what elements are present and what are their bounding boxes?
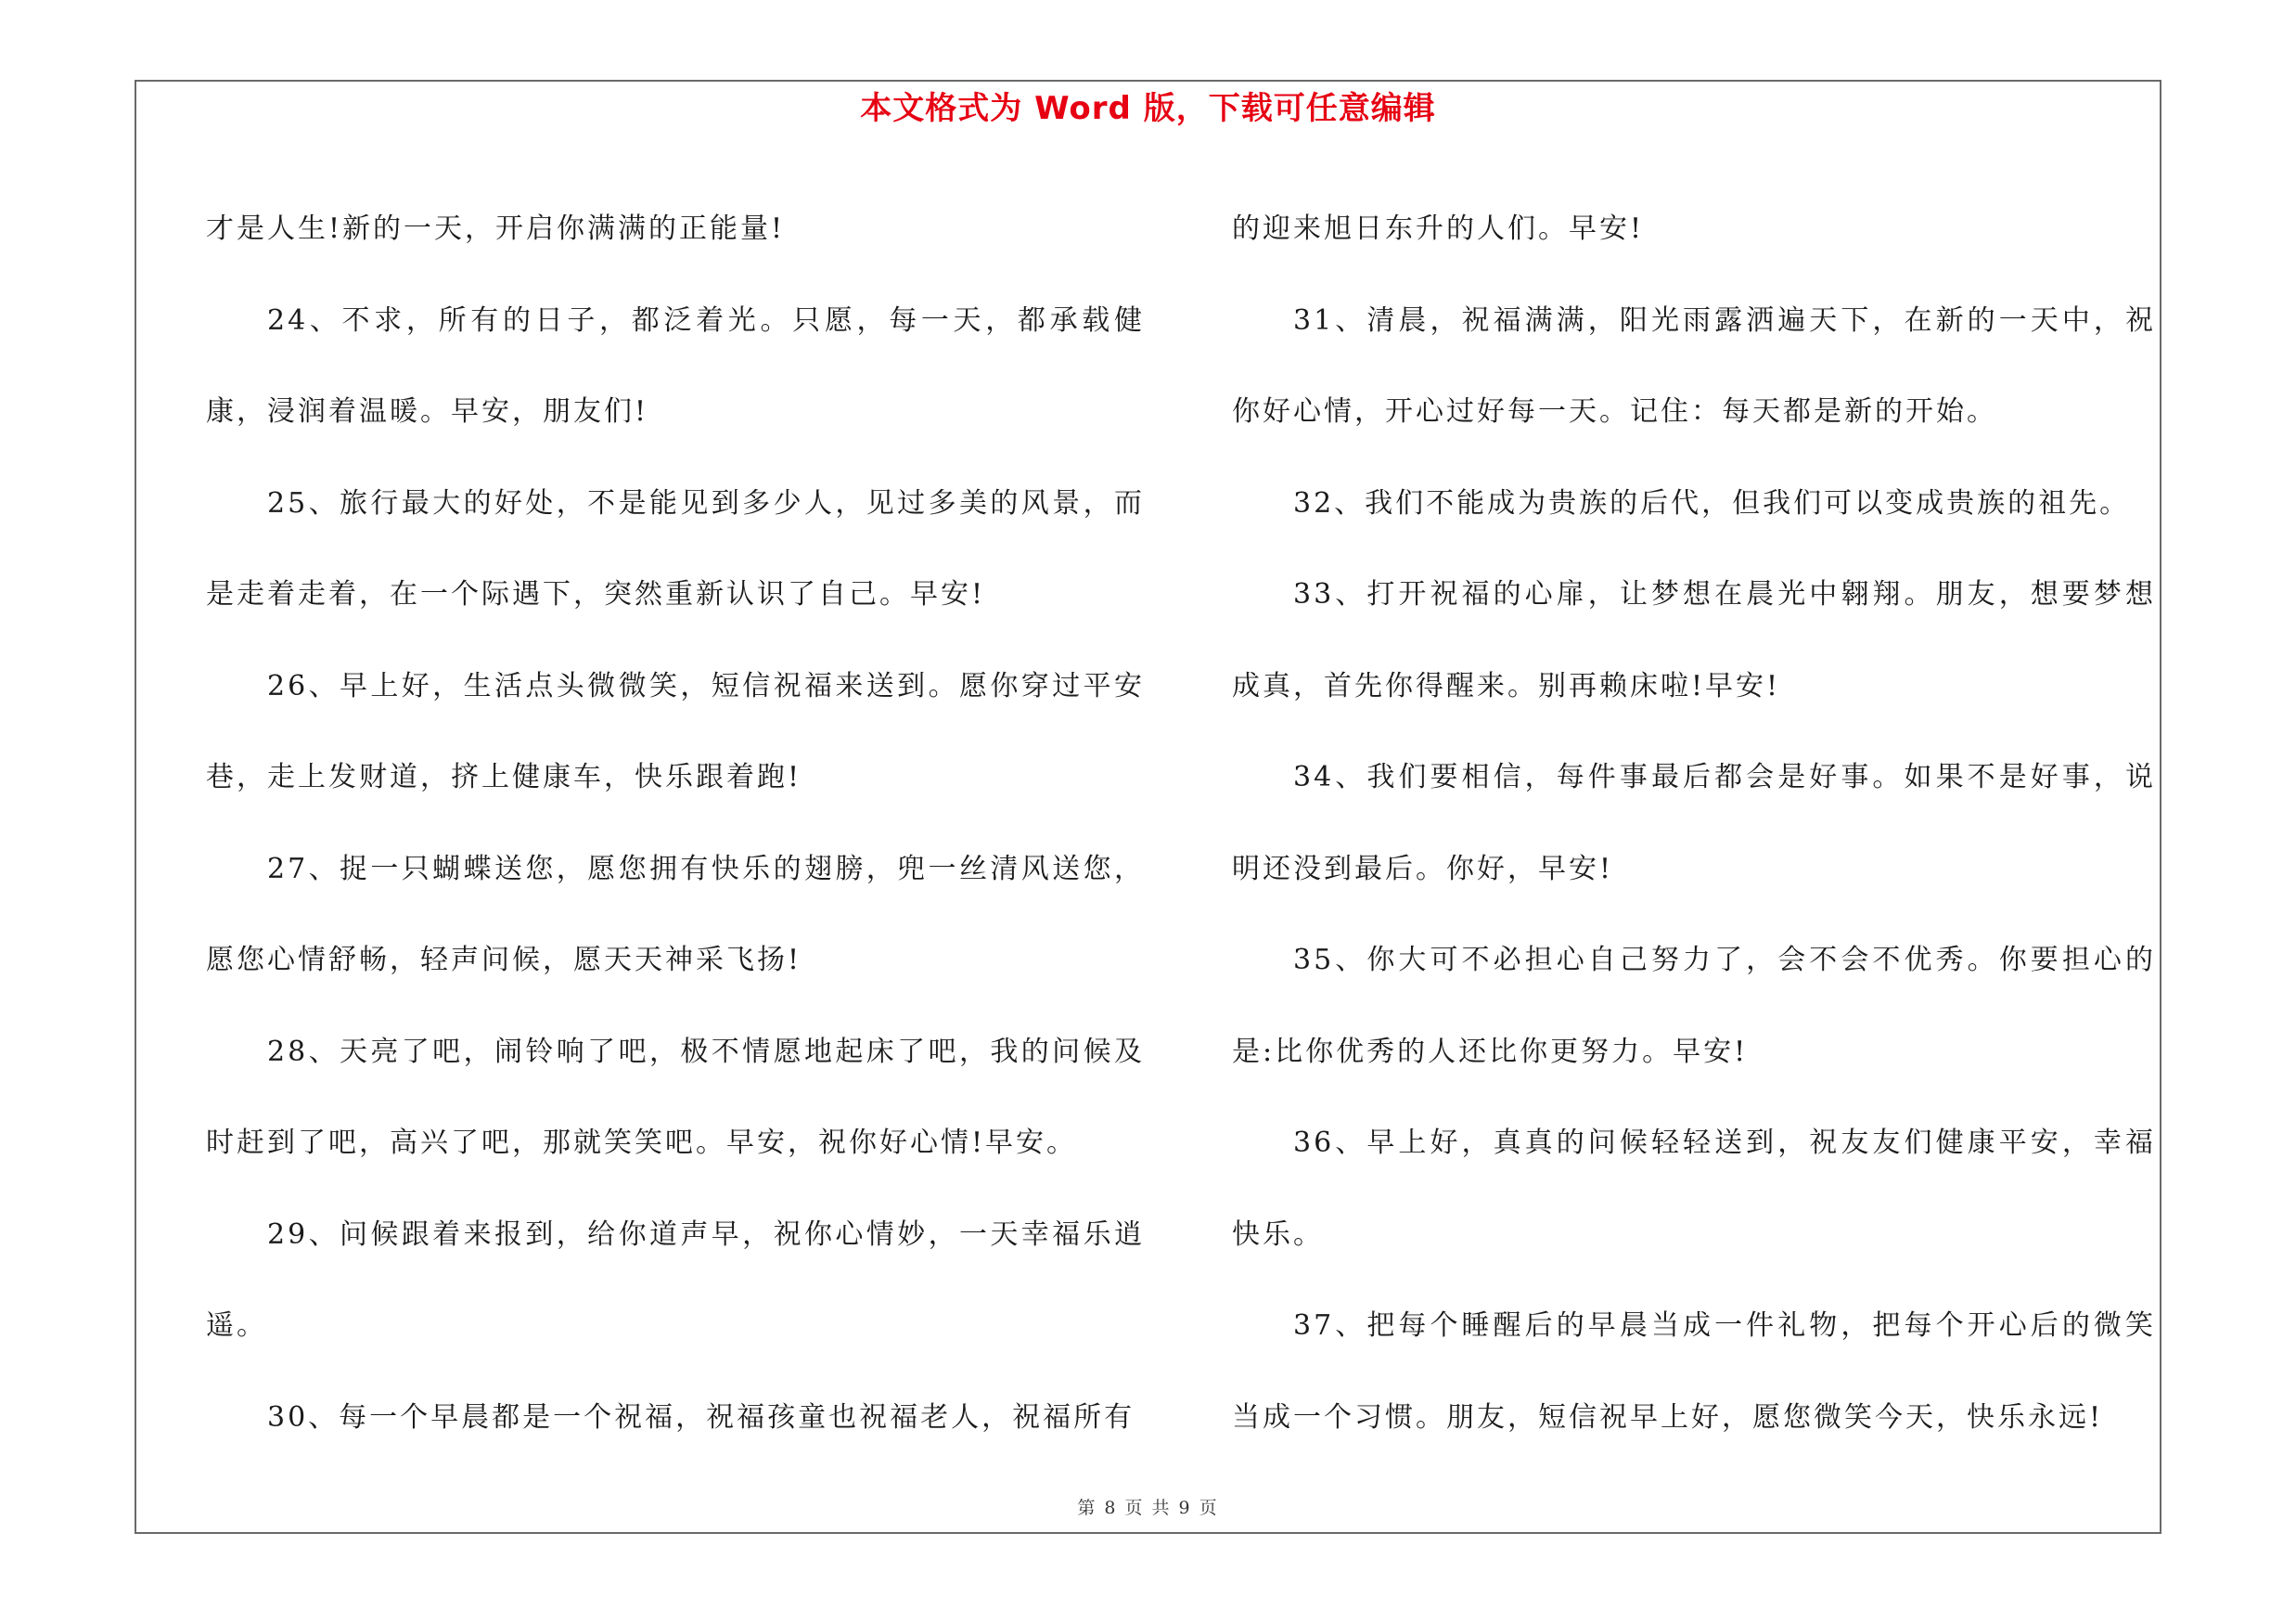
footer-page-word: 页	[1124, 1498, 1145, 1518]
left-text-column	[206, 184, 1145, 1463]
paragraph-26: 26、早上好，生活点头微微笑，短信祝福来送到。愿你穿过平安巷，走上发财道，挤上健康车，快乐跟着跑!	[206, 669, 1145, 793]
paragraph-31: 31、清晨，祝福满满，阳光雨露洒遍天下，在新的一天中，祝你好心情，开心过好每一天。记住：每天都是新的开始。	[1232, 303, 2156, 428]
paragraph-34: 34、我们要相信，每件事最后都会是好事。如果不是好事，说明还没到最后。你好，早安!	[1232, 761, 2156, 885]
paragraph-30: 30、每一个早晨都是一个祝福，祝福孩童也祝福老人，祝福所有	[267, 1400, 1135, 1434]
word-format-banner: 本文格式为 Word 版，下载可任意编辑	[860, 90, 1436, 127]
paragraph-32: 32、我们不能成为贵族的后代，但我们可以变成贵族的祖先。	[1293, 486, 2131, 520]
page-number-footer	[0, 1494, 2296, 1519]
paragraph-29: 29、问候跟着来报到，给你道声早，祝你心情妙，一天幸福乐逍遥。	[206, 1217, 1145, 1342]
paragraph-35: 35、你大可不必担心自己努力了，会不会不优秀。你要担心的是:比你优秀的人还比你更努力。早安!	[1232, 944, 2156, 1068]
footer-total-prefix: 共	[1151, 1498, 1172, 1518]
paragraph-28: 28、天亮了吧，闹铃响了吧，极不情愿地起床了吧，我的问候及时赶到了吧，高兴了吧，那就笑笑吧。早安，祝你好心情!早安。	[206, 1035, 1145, 1159]
paragraph-25: 25、旅行最大的好处，不是能见到多少人，见过多美的风景，而是走着走着，在一个际遇下，突然重新认识了自己。早安!	[206, 486, 1145, 611]
paragraph-30-continuation: 的迎来旭日东升的人们。早安!	[1232, 213, 1645, 245]
paragraph-33: 33、打开祝福的心扉，让梦想在晨光中翱翔。朋友，想要梦想成真，首先你得醒来。别再赖床啦!早安!	[1232, 578, 2156, 702]
paragraph-36: 36、早上好，真真的问候轻轻送到，祝友友们健康平安，幸福快乐。	[1232, 1127, 2156, 1251]
footer-current-page: 8	[1104, 1498, 1118, 1518]
footer-prefix: 第	[1077, 1498, 1097, 1518]
footer-total-pages: 9	[1178, 1498, 1192, 1518]
paragraph-24: 24、不求，所有的日子，都泛着光。只愿，每一天，都承载健康，浸润着温暖。早安，朋友们!	[206, 303, 1145, 428]
footer-suffix: 页	[1199, 1498, 1219, 1518]
paragraph-27: 27、捉一只蝴蝶送您，愿您拥有快乐的翅膀，兜一丝清风送您，愿您心情舒畅，轻声问候，愿天天神采飞扬!	[206, 852, 1145, 976]
paragraph-continuation: 才是人生!新的一天，开启你满满的正能量!	[206, 213, 786, 245]
paragraph-37: 37、把每个睡醒后的早晨当成一件礼物，把每个开心后的微笑当成一个习惯。朋友，短信祝早上好，愿您微笑今天，快乐永远!	[1232, 1309, 2156, 1434]
right-text-column	[1232, 184, 2156, 1463]
